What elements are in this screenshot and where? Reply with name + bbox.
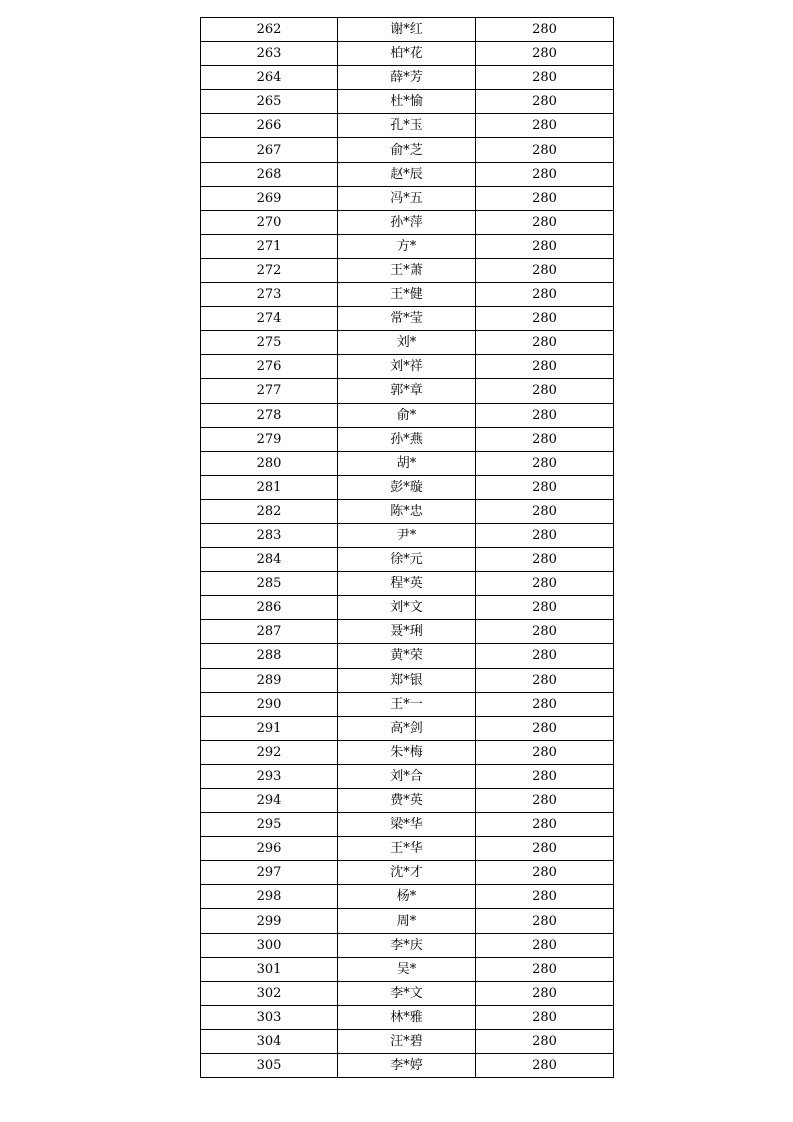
row-number-cell: 298 [201,885,338,909]
name-cell: 李*文 [338,981,476,1005]
row-number-cell: 265 [201,90,338,114]
row-number-cell: 269 [201,186,338,210]
table-row [201,1029,614,1053]
amount-cell: 280 [476,668,614,692]
row-number-cell: 270 [201,210,338,234]
name-cell: 费*英 [338,789,476,813]
name-cell: 常*莹 [338,307,476,331]
row-number-cell: 275 [201,331,338,355]
name-cell: 王*一 [338,692,476,716]
amount-cell: 280 [476,186,614,210]
row-number-cell: 301 [201,957,338,981]
amount-cell: 280 [476,620,614,644]
table-row [201,716,614,740]
amount-cell: 280 [476,18,614,42]
name-cell: 彭*璇 [338,475,476,499]
amount-cell: 280 [476,307,614,331]
row-number-cell: 292 [201,740,338,764]
amount-cell: 280 [476,572,614,596]
row-number-cell: 280 [201,451,338,475]
table-row [201,957,614,981]
table-row [201,379,614,403]
name-cell: 李*庆 [338,933,476,957]
name-cell: 刘*文 [338,596,476,620]
amount-cell: 280 [476,716,614,740]
table-row [201,548,614,572]
name-cell: 郑*银 [338,668,476,692]
row-number-cell: 268 [201,162,338,186]
name-cell: 徐*元 [338,548,476,572]
name-cell: 薛*芳 [338,66,476,90]
table-row [201,427,614,451]
row-number-cell: 300 [201,933,338,957]
name-cell: 孙*萍 [338,210,476,234]
amount-cell: 280 [476,813,614,837]
row-number-cell: 294 [201,789,338,813]
name-cell: 孔*玉 [338,114,476,138]
table-row [201,186,614,210]
row-number-cell: 283 [201,523,338,547]
name-cell: 冯*五 [338,186,476,210]
table-row [201,42,614,66]
name-cell: 孙*燕 [338,427,476,451]
amount-cell: 280 [476,692,614,716]
row-number-cell: 290 [201,692,338,716]
amount-cell: 280 [476,114,614,138]
name-cell: 王*华 [338,837,476,861]
amount-cell: 280 [476,861,614,885]
amount-cell: 280 [476,331,614,355]
table-row [201,18,614,42]
amount-cell: 280 [476,981,614,1005]
amount-cell: 280 [476,210,614,234]
name-cell: 梁*华 [338,813,476,837]
amount-cell: 280 [476,933,614,957]
name-cell: 杨* [338,885,476,909]
table-row [201,66,614,90]
roster-table [200,17,614,1078]
name-cell: 聂*琍 [338,620,476,644]
table-row [201,861,614,885]
table-row [201,644,614,668]
row-number-cell: 277 [201,379,338,403]
roster-table-body [201,18,614,1078]
amount-cell: 280 [476,1029,614,1053]
row-number-cell: 304 [201,1029,338,1053]
amount-cell: 280 [476,355,614,379]
row-number-cell: 262 [201,18,338,42]
amount-cell: 280 [476,234,614,258]
name-cell: 陈*忠 [338,499,476,523]
row-number-cell: 295 [201,813,338,837]
row-number-cell: 274 [201,307,338,331]
name-cell: 方* [338,234,476,258]
row-number-cell: 279 [201,427,338,451]
amount-cell: 280 [476,740,614,764]
table-row [201,813,614,837]
table-row [201,837,614,861]
name-cell: 郭*章 [338,379,476,403]
table-row [201,1054,614,1078]
table-row [201,283,614,307]
table-row [201,90,614,114]
amount-cell: 280 [476,957,614,981]
row-number-cell: 282 [201,499,338,523]
amount-cell: 280 [476,283,614,307]
amount-cell: 280 [476,427,614,451]
table-row [201,1005,614,1029]
row-number-cell: 273 [201,283,338,307]
name-cell: 柏*花 [338,42,476,66]
row-number-cell: 278 [201,403,338,427]
name-cell: 黄*荣 [338,644,476,668]
name-cell: 高*剑 [338,716,476,740]
row-number-cell: 264 [201,66,338,90]
amount-cell: 280 [476,258,614,282]
name-cell: 谢*红 [338,18,476,42]
table-row [201,234,614,258]
table-row [201,523,614,547]
table-row [201,909,614,933]
name-cell: 朱*梅 [338,740,476,764]
amount-cell: 280 [476,403,614,427]
amount-cell: 280 [476,451,614,475]
amount-cell: 280 [476,523,614,547]
name-cell: 刘*合 [338,764,476,788]
amount-cell: 280 [476,548,614,572]
amount-cell: 280 [476,66,614,90]
table-row [201,933,614,957]
name-cell: 俞* [338,403,476,427]
amount-cell: 280 [476,1054,614,1078]
name-cell: 王*萧 [338,258,476,282]
table-row [201,331,614,355]
row-number-cell: 284 [201,548,338,572]
table-row [201,114,614,138]
table-row [201,596,614,620]
table-row [201,668,614,692]
amount-cell: 280 [476,764,614,788]
table-row [201,138,614,162]
row-number-cell: 299 [201,909,338,933]
name-cell: 杜*愉 [338,90,476,114]
name-cell: 李*婷 [338,1054,476,1078]
table-row [201,620,614,644]
amount-cell: 280 [476,1005,614,1029]
row-number-cell: 267 [201,138,338,162]
row-number-cell: 297 [201,861,338,885]
table-row [201,403,614,427]
row-number-cell: 303 [201,1005,338,1029]
table-row [201,764,614,788]
row-number-cell: 272 [201,258,338,282]
table-row [201,307,614,331]
name-cell: 沈*才 [338,861,476,885]
amount-cell: 280 [476,379,614,403]
name-cell: 俞*芝 [338,138,476,162]
amount-cell: 280 [476,42,614,66]
name-cell: 刘* [338,331,476,355]
row-number-cell: 281 [201,475,338,499]
table-row [201,258,614,282]
row-number-cell: 263 [201,42,338,66]
amount-cell: 280 [476,837,614,861]
name-cell: 林*雅 [338,1005,476,1029]
name-cell: 胡* [338,451,476,475]
row-number-cell: 305 [201,1054,338,1078]
amount-cell: 280 [476,909,614,933]
table-row [201,981,614,1005]
row-number-cell: 287 [201,620,338,644]
table-row [201,355,614,379]
amount-cell: 280 [476,475,614,499]
row-number-cell: 266 [201,114,338,138]
row-number-cell: 288 [201,644,338,668]
amount-cell: 280 [476,90,614,114]
table-row [201,451,614,475]
name-cell: 尹* [338,523,476,547]
row-number-cell: 293 [201,764,338,788]
row-number-cell: 276 [201,355,338,379]
name-cell: 汪*碧 [338,1029,476,1053]
amount-cell: 280 [476,644,614,668]
table-row [201,740,614,764]
table-row [201,475,614,499]
table-row [201,885,614,909]
row-number-cell: 302 [201,981,338,1005]
name-cell: 周* [338,909,476,933]
amount-cell: 280 [476,499,614,523]
amount-cell: 280 [476,789,614,813]
name-cell: 程*英 [338,572,476,596]
row-number-cell: 291 [201,716,338,740]
table-row [201,499,614,523]
name-cell: 刘*祥 [338,355,476,379]
amount-cell: 280 [476,885,614,909]
table-row [201,210,614,234]
row-number-cell: 285 [201,572,338,596]
amount-cell: 280 [476,162,614,186]
table-row [201,162,614,186]
amount-cell: 280 [476,596,614,620]
table-row [201,789,614,813]
row-number-cell: 271 [201,234,338,258]
name-cell: 吴* [338,957,476,981]
name-cell: 赵*辰 [338,162,476,186]
table-row [201,572,614,596]
name-cell: 王*健 [338,283,476,307]
table-row [201,692,614,716]
row-number-cell: 286 [201,596,338,620]
row-number-cell: 289 [201,668,338,692]
row-number-cell: 296 [201,837,338,861]
amount-cell: 280 [476,138,614,162]
